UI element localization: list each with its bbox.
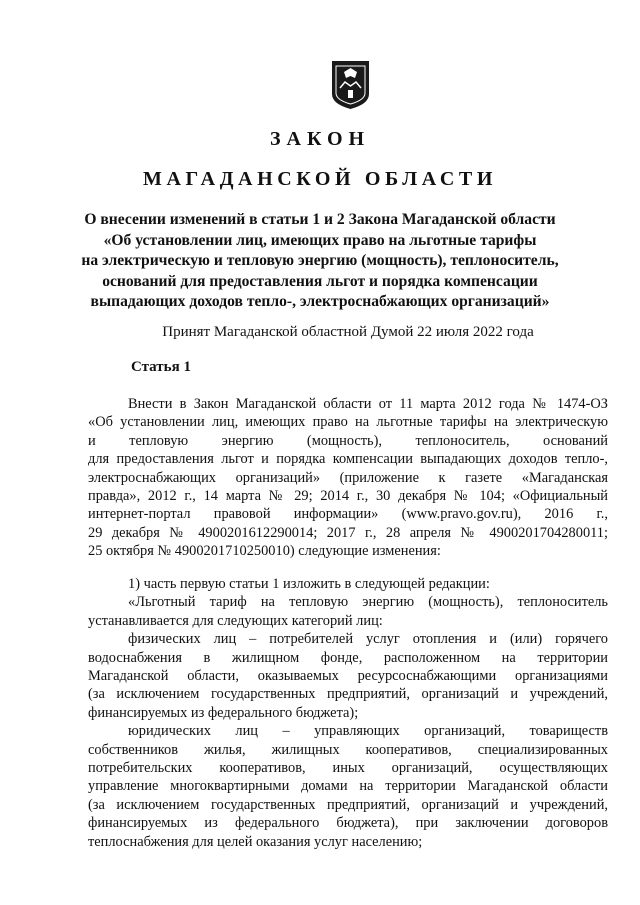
text-line: (за исключением государственных предприятий, организаций и учреждений, <box>88 686 608 703</box>
text-line: водоснабжения в жилищном фонде, расположенном на территории <box>88 649 608 666</box>
text-line: 1) часть первую статьи 1 изложить в следующей редакции: <box>128 576 490 592</box>
text-line: и тепловую энергию (мощность), теплоноситель, оснований <box>88 432 608 449</box>
text-line: потребительских кооперативов, иных организаций, осуществляющих <box>88 760 608 777</box>
law-title-line: на электрическую и тепловую энергию (мощность), теплоноситель, <box>81 252 559 270</box>
law-title-line: выпадающих доходов тепло-, электроснабжающих организаций» <box>90 293 550 311</box>
text-line: физических лиц – потребителей услуг отопления и (или) горячего <box>128 631 608 648</box>
text-line: юридических лиц – управляющих организаций, товариществ <box>128 723 608 740</box>
text-line: 25 октября № 4900201710250010) следующие изменения: <box>88 543 441 560</box>
text-line: Магаданской области, оказываемых ресурсоснабжающими организациями <box>88 668 608 685</box>
law-title <box>80 210 560 313</box>
amendment-text <box>88 575 608 851</box>
text-line: Внести в Закон Магаданской области от 11 марта 2012 года № 1474-ОЗ <box>128 396 608 412</box>
text-line: «Льготный тариф на тепловую энергию (мощность), теплоноситель <box>128 594 608 611</box>
text-line: финансируемых из федерального бюджета), при заключении договоров <box>88 815 608 832</box>
text-line: для предоставления льгот и порядка компенсации выпадающих доходов тепло-, <box>88 451 608 468</box>
text-line: собственников жилья, жилищных кооперативов, специализированных <box>88 741 608 758</box>
text-line: финансируемых из федерального бюджета); <box>88 704 359 721</box>
text-line: 29 декабря № 4900201612290014; 2017 г., 28 апреля № 4900201704280011; <box>88 524 608 541</box>
text-line: интернет-портал правовой информации» (www.pravo.gov.ru), 2016 г., <box>88 506 608 523</box>
text-line: устанавливается для следующих категорий лиц: <box>88 612 383 629</box>
text-line: правда», 2012 г., 14 марта № 29; 2014 г., 30 декабря № 104; «Официальный <box>88 488 608 505</box>
document-type-title: ЗАКОН <box>269 128 371 150</box>
adoption-note: Принят Магаданской областной Думой 22 июля 2022 года <box>162 324 534 340</box>
law-title-line: оснований для предоставления льгот и порядка компенсации <box>102 272 538 290</box>
article-heading: Статья 1 <box>131 359 191 375</box>
text-line: управление многоквартирными домами на территории Магаданской области <box>88 778 608 795</box>
coat-of-arms-icon <box>331 60 370 110</box>
law-title-line: О внесении изменений в статьи 1 и 2 Закона Магаданской области <box>84 211 556 228</box>
text-line: (за исключением государственных предприятий, организаций и учреждений, <box>88 796 608 813</box>
text-line: теплоснабжения для целей оказания услуг населению; <box>88 833 423 850</box>
text-line: электроснабжающих организаций» (приложение к газете «Магаданская <box>88 469 608 486</box>
law-title-line: «Об установлении лиц, имеющих право на льготные тарифы <box>103 231 537 249</box>
intro-paragraph <box>88 395 608 561</box>
region-title: МАГАДАНСКОЙ ОБЛАСТИ <box>142 168 497 190</box>
text-line: «Об установлении лиц, имеющих право на льготные тарифы на электрическую <box>88 414 608 431</box>
